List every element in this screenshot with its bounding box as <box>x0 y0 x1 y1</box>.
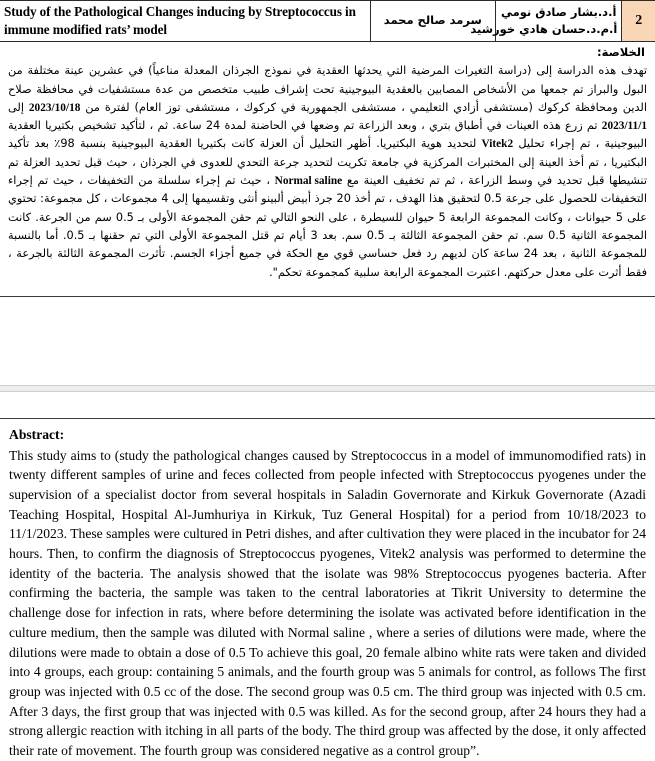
page-break-band <box>0 385 655 392</box>
entry-number-cell: 2 <box>622 1 655 42</box>
arabic-abstract-section <box>0 42 655 282</box>
date-from: 2023/10/18 <box>28 101 81 114</box>
author-right-line-1: أ.د.بشار صادق نومي <box>500 4 617 19</box>
english-abstract-heading: Abstract: <box>9 426 65 442</box>
normal-saline-label: Normal saline <box>274 175 343 188</box>
author-middle-cell: سرمد صالح محمد <box>370 1 495 42</box>
arabic-text-part-4: لتحديد هوية البكتيريا. أظهر التحليل أن العزلة كانت بكتيريا العقدية البيوجينية بنسبة 98٪ بعد تأكيد البكتيريا ، تم أخذ العينة إلى المختبرات المركزية في جامعة تكريت لتحديد جرعة التحدي للعدوى في الجرذان ، حيث قبل تحديد العزلة تم تنشيطها قبل تحديد في وسط الزراعة ، ثم تم تخفيف العينة مع <box>8 137 647 188</box>
author-right-cell <box>470 1 622 42</box>
article-title-cell: Study of the Pathological Changes inducing by Streptococcus in immune modified rats’ model <box>0 1 370 42</box>
author-right-line-2: أ.م.د.حسان هادي خورشيد <box>470 21 618 36</box>
arabic-text-part-2: إلى <box>8 100 29 114</box>
arabic-abstract-body <box>8 62 647 282</box>
table-row <box>0 1 655 42</box>
english-abstract-body: This study aims to (study the pathological changes caused by Streptococcus in a model of immunomodified rats) in twenty different samples of urine and feces collected from people infected with Streptococcus pyogenes under the supervision of a specialist doctor from several hospitals in Saladin Governorate and Kirkuk Governorate (Azadi Teaching Hospital, Hospital Al-Jumhuriya in Kirkuk, Tuz General Hospital) for a period from 10/18/2023 to 11/1/2023. These samples were cultured in Petri dishes, and after cultivation they were placed in the incubator for 24 hours. Then, to confirm the diagnosis of Streptococcus pyogenes, Vitek2 analysis was performed to determine the identity of the bacteria. The analysis showed that the isolate was 98% Streptococcus pyogenes bacteria. After confirming the bacteria, the sample was taken to the central laboratories at Tikrit University to determine the challenge dose for infection in rats, where before determining the isolate was activated before identification in the culture medium, then the sample was diluted with Normal saline , where a series of dilutions were made, where the dilutions were made to obtain a dose of 0.5 To achieve this goal, 20 female albino white rats were taken and divided into 4 groups, each group: containing 5 animals, and the fourth group was 5 animals for control, as follows The first group was injected with 0.5 cc of the dose. The second group was 0.5 cm. The third group was injected with 0.5 cm. After 3 days, the first group that was injected with 0.5 was killed. As for the second group, after 24 hours they had a strong allergic reaction with itching in all parts of the body. The third group was affected by the dose, it only affected their rate of movement. The fourth group was considered negative as a control group”. <box>9 447 646 759</box>
arabic-abstract-heading: الخلاصة: <box>597 44 645 59</box>
arabic-text-part-5: ، حيث تم إجراء سلسلة من التخفيفات ، حيث تم إجراء التخفيفات للحصول على جرعة 0.5 لتحقيق هذا الهدف ، تم أخذ 20 جرذ أبيض ألبينو أنثى وتقسيمها إلى 4 مجموعات ، كل مجموعة: تحتوي على 5 حيوانات ، وكانت المجموعة الرابعة 5 حيوان للسيطرة ، على النحو التالي تم حقن المجموعة الأولى بـ 0.5 سم من الجرعة. كانت المجموعة الثانية 0.5 سم. تم حقن المجموعة الثالثة بـ 0.5 سم. بعد 3 أيام تم قتل المجموعة الأولى التي تم حقنها بـ 0.5. أما بالنسبة للمجموعة الثانية ، بعد 24 ساعة كان لديهم رد فعل حساسي قوي مع الحكة في جميع أجزاء الجسم. تأثرت المجموعة الثالثة بالجرعة ، فقط أثرت على معدل حركتهم. اعتبرت المجموعة الرابعة سلبية كمجموعة تحكم". <box>8 174 648 279</box>
article-header-table <box>0 0 655 42</box>
blank-gap-region <box>0 297 655 385</box>
spacer-above-first-rule <box>0 282 655 296</box>
date-to: 2023/11/1 <box>601 120 647 133</box>
arabic-text-part-3: تم زرع هذه العينات في أطباق بتري ، وبعد الزراعة تم وضعها في الحاضنة لمدة 24 ساعة. ثم ، لتأكيد تشخيص بكتيريا العقدية البيوجينية ، تم إجراء تحليل <box>8 119 647 151</box>
spacer-below-band <box>0 392 655 418</box>
vitek-label: Vitek2 <box>481 138 514 151</box>
arabic-text-part-1: تهدف هذه الدراسة إلى (دراسة التغيرات المرضية التي يحدثها العقدية في نموذج الجرذان المعدلة مناعياً) في عشرين عينة مختلفة من البول والبراز تم جمعها من الأشخاص المصابين بالعقدية البيوجينية تحت إشراف طبيب متخصص من عدة مستشفيات في محافظة صلاح الدين ومحافظة كركوك (مستشفى أزادي التعليمي ، مستشفى الجمهورية في كركوك ، مستشفى توز العام) لفترة من <box>8 64 647 114</box>
english-abstract-section <box>0 419 655 761</box>
